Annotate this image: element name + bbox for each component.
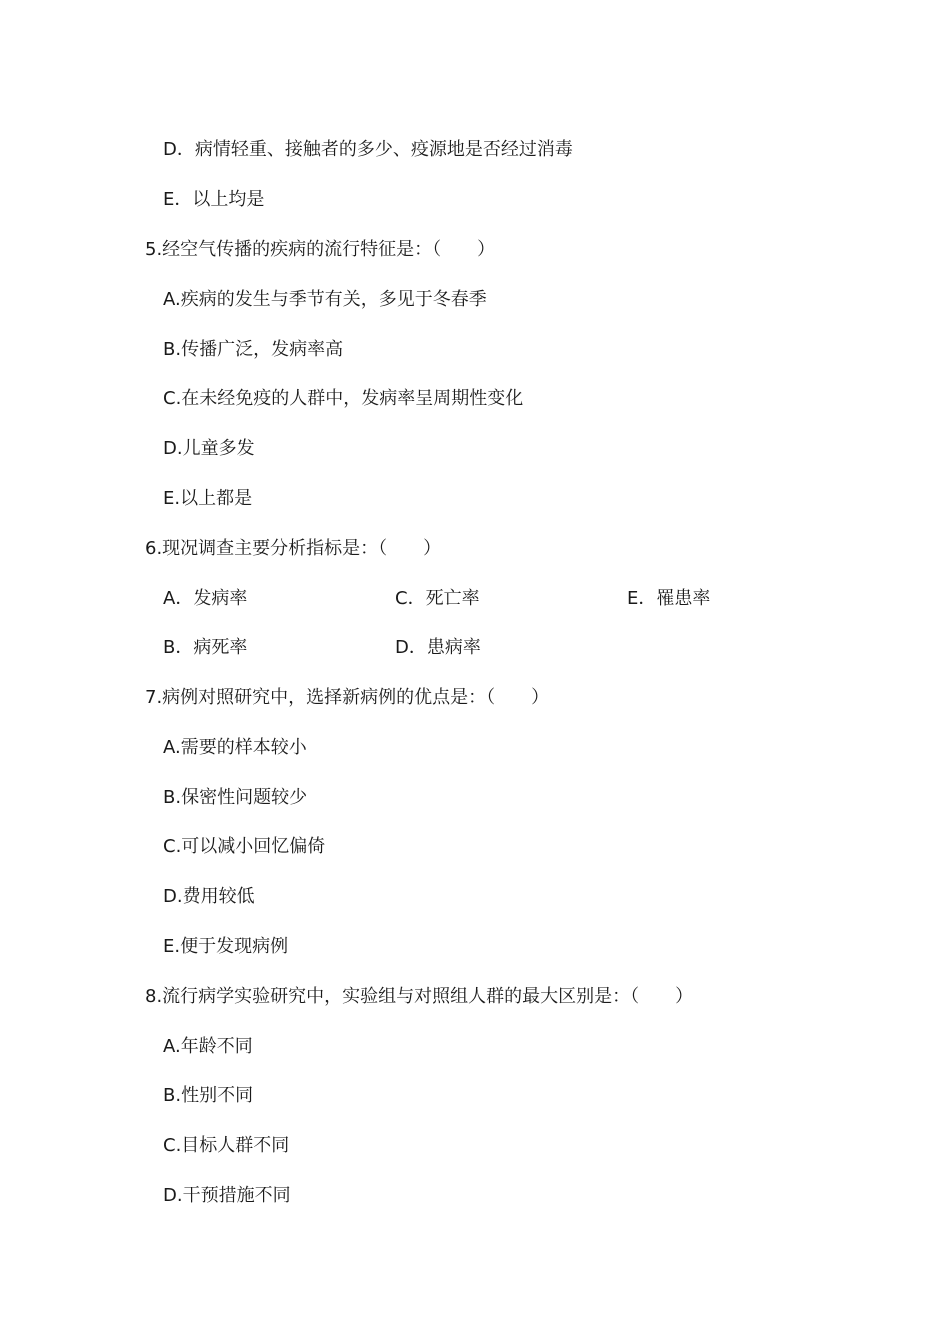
q6-option-c: C．死亡率 <box>395 588 480 609</box>
q6-option-d: D．患病率 <box>395 637 481 658</box>
q8-option-c: C.目标人群不同 <box>163 1135 290 1156</box>
q8-stem: 8.流行病学实验研究中，实验组与对照组人群的最大区别是：（ ） <box>145 986 694 1007</box>
q5-stem: 5.经空气传播的疾病的流行特征是：（ ） <box>145 239 496 260</box>
q5-option-d: D.儿童多发 <box>163 438 255 459</box>
q8-option-d: D.干预措施不同 <box>163 1185 291 1206</box>
q5-option-e: E.以上都是 <box>163 488 253 509</box>
q5-option-b: B.传播广泛，发病率高 <box>163 339 344 360</box>
q6-option-b: B．病死率 <box>163 637 248 658</box>
q6-option-a: A．发病率 <box>163 588 248 609</box>
q7-option-a: A.需要的样本较小 <box>163 737 307 758</box>
q7-option-e: E.便于发现病例 <box>163 936 289 957</box>
q7-stem: 7.病例对照研究中，选择新病例的优点是：（ ） <box>145 687 550 708</box>
q7-option-d: D.费用较低 <box>163 886 255 907</box>
q4-option-e: E．以上均是 <box>163 189 265 210</box>
q5-option-c: C.在未经免疫的人群中，发病率呈周期性变化 <box>163 388 524 409</box>
q7-option-b: B.保密性问题较少 <box>163 787 308 808</box>
q8-option-b: B.性别不同 <box>163 1085 254 1106</box>
q5-option-a: A.疾病的发生与季节有关，多见于冬春季 <box>163 289 487 310</box>
q4-option-d: D．病情轻重、接触者的多少、疫源地是否经过消毒 <box>163 139 573 160</box>
q6-stem: 6.现况调查主要分析指标是：（ ） <box>145 538 442 559</box>
q7-option-c: C.可以减小回忆偏倚 <box>163 836 326 857</box>
q8-option-a: A.年龄不同 <box>163 1036 253 1057</box>
q6-option-e: E．罹患率 <box>627 588 711 609</box>
